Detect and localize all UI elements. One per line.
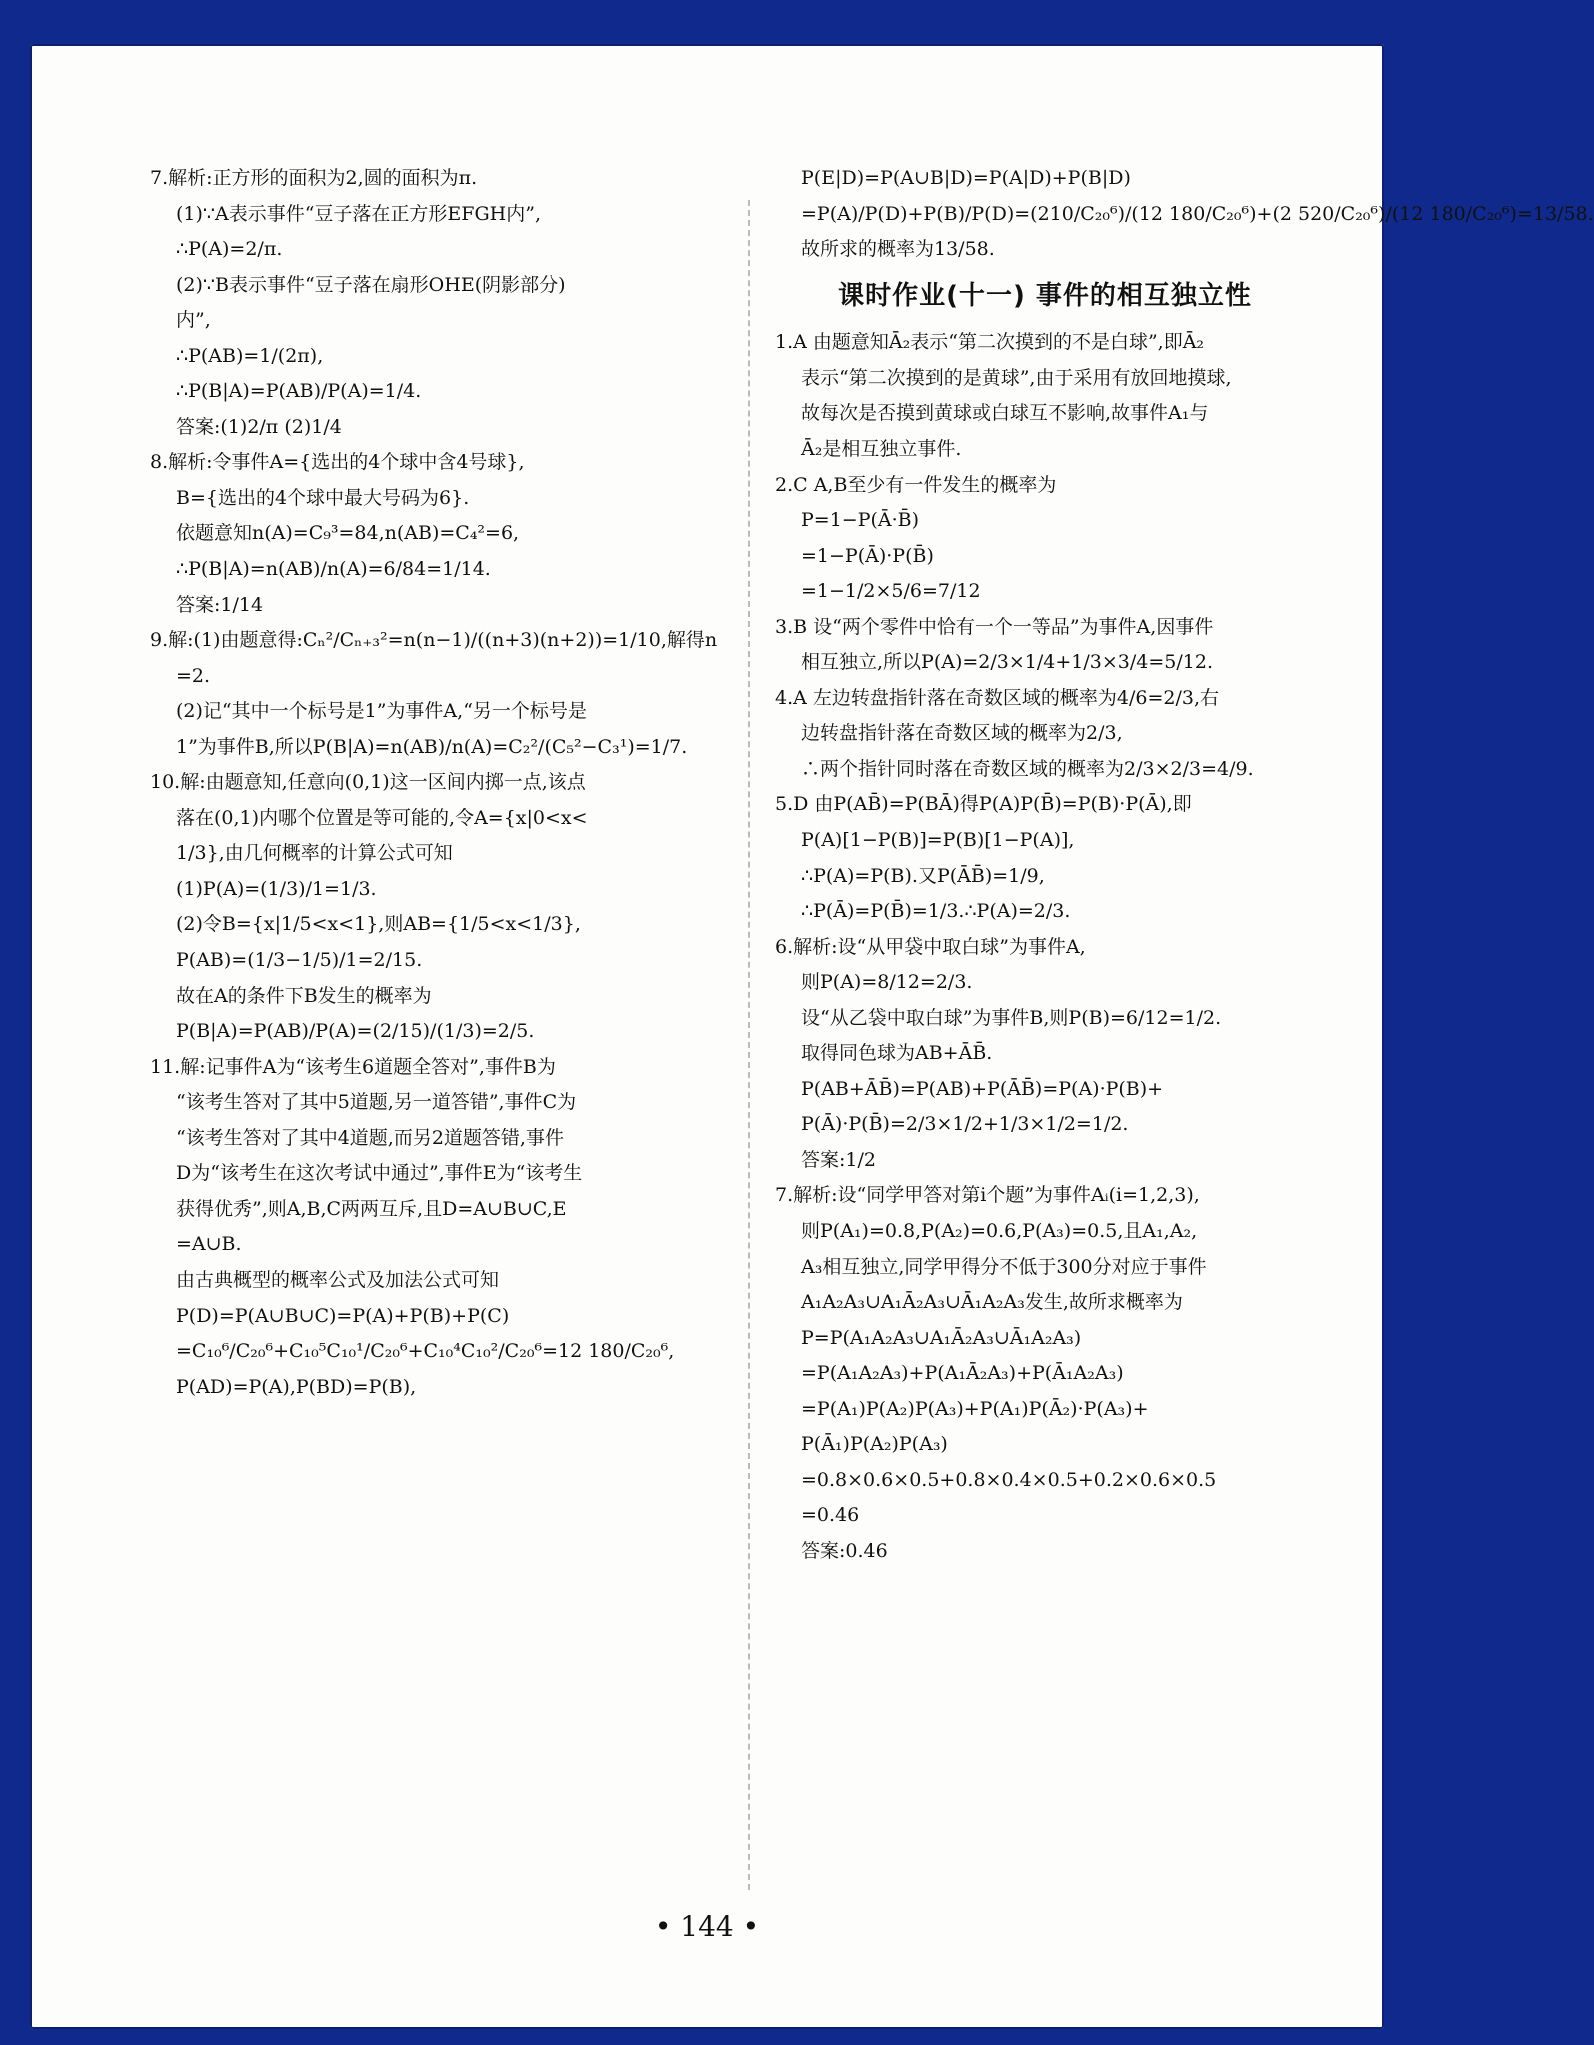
right-lines-bottom-line: 6.解析:设“从甲袋中取白球”为事件A, xyxy=(775,935,1086,958)
right-lines-bottom-line: 取得同色球为AB+ĀB̄. xyxy=(801,1042,993,1065)
right-lines-bottom-line: ∴P(Ā)=P(B̄)=1/3.∴P(A)=2/3. xyxy=(801,900,1071,923)
left-lines-line: (1)P(A)=(1/3)/1=1/3. xyxy=(176,877,377,900)
left-lines-line: 8.解析:令事件A={选出的4个球中含4号球}, xyxy=(150,451,525,474)
right-lines-bottom-line: =1−P(Ā)·P(B̄) xyxy=(801,544,934,567)
left-lines-line: 11.解:记事件A为“该考生6道题全答对”,事件B为 xyxy=(150,1055,556,1078)
right-lines-bottom-line: 故每次是否摸到黄球或白球互不影响,故事件A₁与 xyxy=(801,402,1209,425)
right-lines-bottom-line: ∴两个指针同时落在奇数区域的概率为2/3×2/3=4/9. xyxy=(801,757,1254,780)
right-lines-bottom-line: A₃相互独立,同学甲得分不低于300分对应于事件 xyxy=(801,1255,1207,1278)
left-lines-line: ∴P(A)=2/π. xyxy=(176,238,283,261)
left-lines-line: ∴P(B|A)=n(AB)/n(A)=6/84=1/14. xyxy=(176,558,491,581)
left-lines-line: 10.解:由题意知,任意向(0,1)这一区间内掷一点,该点 xyxy=(150,771,586,794)
right-lines-top-line: 故所求的概率为13/58. xyxy=(801,238,995,261)
left-lines-line: P(AB)=(1/3−1/5)/1=2/15. xyxy=(176,949,423,972)
right-lines-bottom-line: P(AB+ĀB̄)=P(AB)+P(ĀB̄)=P(A)·P(B)+ xyxy=(801,1077,1164,1100)
right-lines-bottom-line: 1.A 由题意知Ā₂表示“第二次摸到的不是白球”,即Ā₂ xyxy=(775,331,1205,354)
page-number: • 144 • xyxy=(654,1910,760,1943)
left-lines-line: ∴P(AB)=1/(2π), xyxy=(176,344,324,367)
left-lines-line: (2)∵B表示事件“豆子落在扇形OHE(阴影部分) xyxy=(176,273,566,296)
left-lines-line: 1”为事件B,所以P(B|A)=n(AB)/n(A)=C₂²/(C₅²−C₃¹)=1/7. xyxy=(176,735,688,758)
right-lines-bottom-line: Ā₂是相互独立事件. xyxy=(801,437,962,460)
right-lines-top-line: P(E|D)=P(A∪B|D)=P(A|D)+P(B|D) xyxy=(801,167,1131,189)
left-lines-line: =C₁₀⁶/C₂₀⁶+C₁₀⁵C₁₀¹/C₂₀⁶+C₁₀⁴C₁₀²/C₂₀⁶=12 180/C₂₀⁶, xyxy=(176,1340,675,1363)
left-lines-line: 落在(0,1)内哪个位置是等可能的,令A={x|0<x< xyxy=(176,806,588,829)
right-lines-bottom-line: 答案:0.46 xyxy=(801,1539,888,1562)
right-lines-bottom-line: 边转盘指针落在奇数区域的概率为2/3, xyxy=(801,722,1123,745)
right-lines-bottom-line: 答案:1/2 xyxy=(801,1148,876,1171)
right-lines-bottom-line: 5.D 由P(AB̄)=P(BĀ)得P(A)P(B̄)=P(B)·P(Ā),即 xyxy=(775,793,1192,816)
left-lines-line: B={选出的4个球中最大号码为6}. xyxy=(176,486,470,509)
left-lines-line: P(B|A)=P(AB)/P(A)=(2/15)/(1/3)=2/5. xyxy=(176,1020,535,1043)
left-lines-line: (2)令B={x|1/5<x<1},则AB={1/5<x<1/3}, xyxy=(176,913,581,936)
left-lines-line: 内”, xyxy=(176,309,211,332)
column-divider xyxy=(748,200,750,1890)
right-column xyxy=(775,165,1594,1573)
right-lines-bottom-line: 则P(A₁)=0.8,P(A₂)=0.6,P(A₃)=0.5,且A₁,A₂, xyxy=(801,1220,1198,1242)
right-lines-bottom-line: 2.C A,B至少有一件发生的概率为 xyxy=(775,473,1057,496)
left-lines-line: ∴P(B|A)=P(AB)/P(A)=1/4. xyxy=(176,380,422,403)
right-lines-bottom-line: P(A)[1−P(B)]=P(B)[1−P(A)], xyxy=(801,828,1075,851)
left-lines-line: =2. xyxy=(176,664,211,687)
right-lines-top-line: =P(A)/P(D)+P(B)/P(D)=(210/C₂₀⁶)/(12 180/C₂₀⁶)+(2 520/C₂₀⁶)/(12 180/C₂₀⁶)=13/58. xyxy=(801,202,1594,225)
left-lines-line: 故在A的条件下B发生的概率为 xyxy=(176,984,432,1007)
left-lines-line: “该考生答对了其中4道题,而另2道题答错,事件 xyxy=(176,1126,564,1149)
right-lines-bottom-line: P=P(A₁A₂A₃∪A₁Ā₂A₃∪Ā₁A₂A₃) xyxy=(801,1326,1082,1349)
right-lines-bottom-line: =0.46 xyxy=(801,1504,860,1527)
left-lines-line: =A∪B. xyxy=(176,1233,242,1256)
left-lines-line: 答案:(1)2/π (2)1/4 xyxy=(176,415,342,438)
right-lines-bottom-line: 3.B 设“两个零件中恰有一个一等品”为事件A,因事件 xyxy=(775,615,1214,638)
left-lines-line: 依题意知n(A)=C₉³=84,n(AB)=C₄²=6, xyxy=(176,522,520,545)
right-lines-bottom-line: =P(A₁)P(A₂)P(A₃)+P(A₁)P(Ā₂)·P(A₃)+ xyxy=(801,1397,1149,1420)
right-lines-bottom-line: P(Ā₁)P(A₂)P(A₃) xyxy=(801,1433,948,1456)
left-lines-line: P(D)=P(A∪B∪C)=P(A)+P(B)+P(C) xyxy=(176,1304,510,1327)
left-lines-line: 由古典概型的概率公式及加法公式可知 xyxy=(176,1268,500,1291)
left-lines-line: (1)∵A表示事件“豆子落在正方形EFGH内”, xyxy=(176,202,541,225)
right-lines-bottom-line: 则P(A)=8/12=2/3. xyxy=(801,971,973,994)
right-lines-bottom-line: 7.解析:设“同学甲答对第i个题”为事件Aᵢ(i=1,2,3), xyxy=(775,1184,1200,1207)
left-lines-line: “该考生答对了其中5道题,另一道答错”,事件C为 xyxy=(176,1091,577,1114)
section-title: 课时作业(十一) 事件的相互独立性 xyxy=(838,280,1252,311)
left-lines-line: 答案:1/14 xyxy=(176,593,264,616)
right-lines-bottom-line: 设“从乙袋中取白球”为事件B,则P(B)=6/12=1/2. xyxy=(801,1006,1222,1029)
right-lines-bottom-line: P=1−P(Ā·B̄) xyxy=(801,509,920,532)
right-lines-bottom-line: A₁A₂A₃∪A₁Ā₂A₃∪Ā₁A₂A₃发生,故所求概率为 xyxy=(801,1291,1183,1314)
left-column xyxy=(150,165,730,1409)
left-lines-line: (2)记“其中一个标号是1”为事件A,“另一个标号是 xyxy=(176,700,587,723)
right-lines-bottom-line: =1−1/2×5/6=7/12 xyxy=(801,580,981,603)
right-lines-bottom-line: P(Ā)·P(B̄)=2/3×1/2+1/3×1/2=1/2. xyxy=(801,1113,1129,1136)
right-lines-bottom-line: 相互独立,所以P(A)=2/3×1/4+1/3×3/4=5/12. xyxy=(801,651,1213,674)
right-lines-bottom-line: 表示“第二次摸到的是黄球”,由于采用有放回地摸球, xyxy=(801,366,1232,389)
right-lines-bottom-line: 4.A 左边转盘指针落在奇数区域的概率为4/6=2/3,右 xyxy=(775,686,1220,709)
left-lines-line: 获得优秀”,则A,B,C两两互斥,且D=A∪B∪C,E xyxy=(176,1197,567,1220)
right-lines-bottom-line: =0.8×0.6×0.5+0.8×0.4×0.5+0.2×0.6×0.5 xyxy=(801,1468,1217,1491)
left-lines-line: 1/3},由几何概率的计算公式可知 xyxy=(176,842,453,865)
right-lines-bottom-line: =P(A₁A₂A₃)+P(A₁Ā₂A₃)+P(Ā₁A₂A₃) xyxy=(801,1362,1124,1385)
left-lines-line: 9.解:(1)由题意得:Cₙ²/Cₙ₊₃²=n(n−1)/((n+3)(n+2))=1/10,解得n xyxy=(150,629,718,652)
right-lines-bottom-line: ∴P(A)=P(B).又P(ĀB̄)=1/9, xyxy=(801,864,1045,887)
left-lines-line: D为“该考生在这次考试中通过”,事件E为“该考生 xyxy=(176,1162,583,1185)
left-lines-line: P(AD)=P(A),P(BD)=P(B), xyxy=(176,1375,417,1398)
left-lines-line: 7.解析:正方形的面积为2,圆的面积为π. xyxy=(150,167,478,189)
